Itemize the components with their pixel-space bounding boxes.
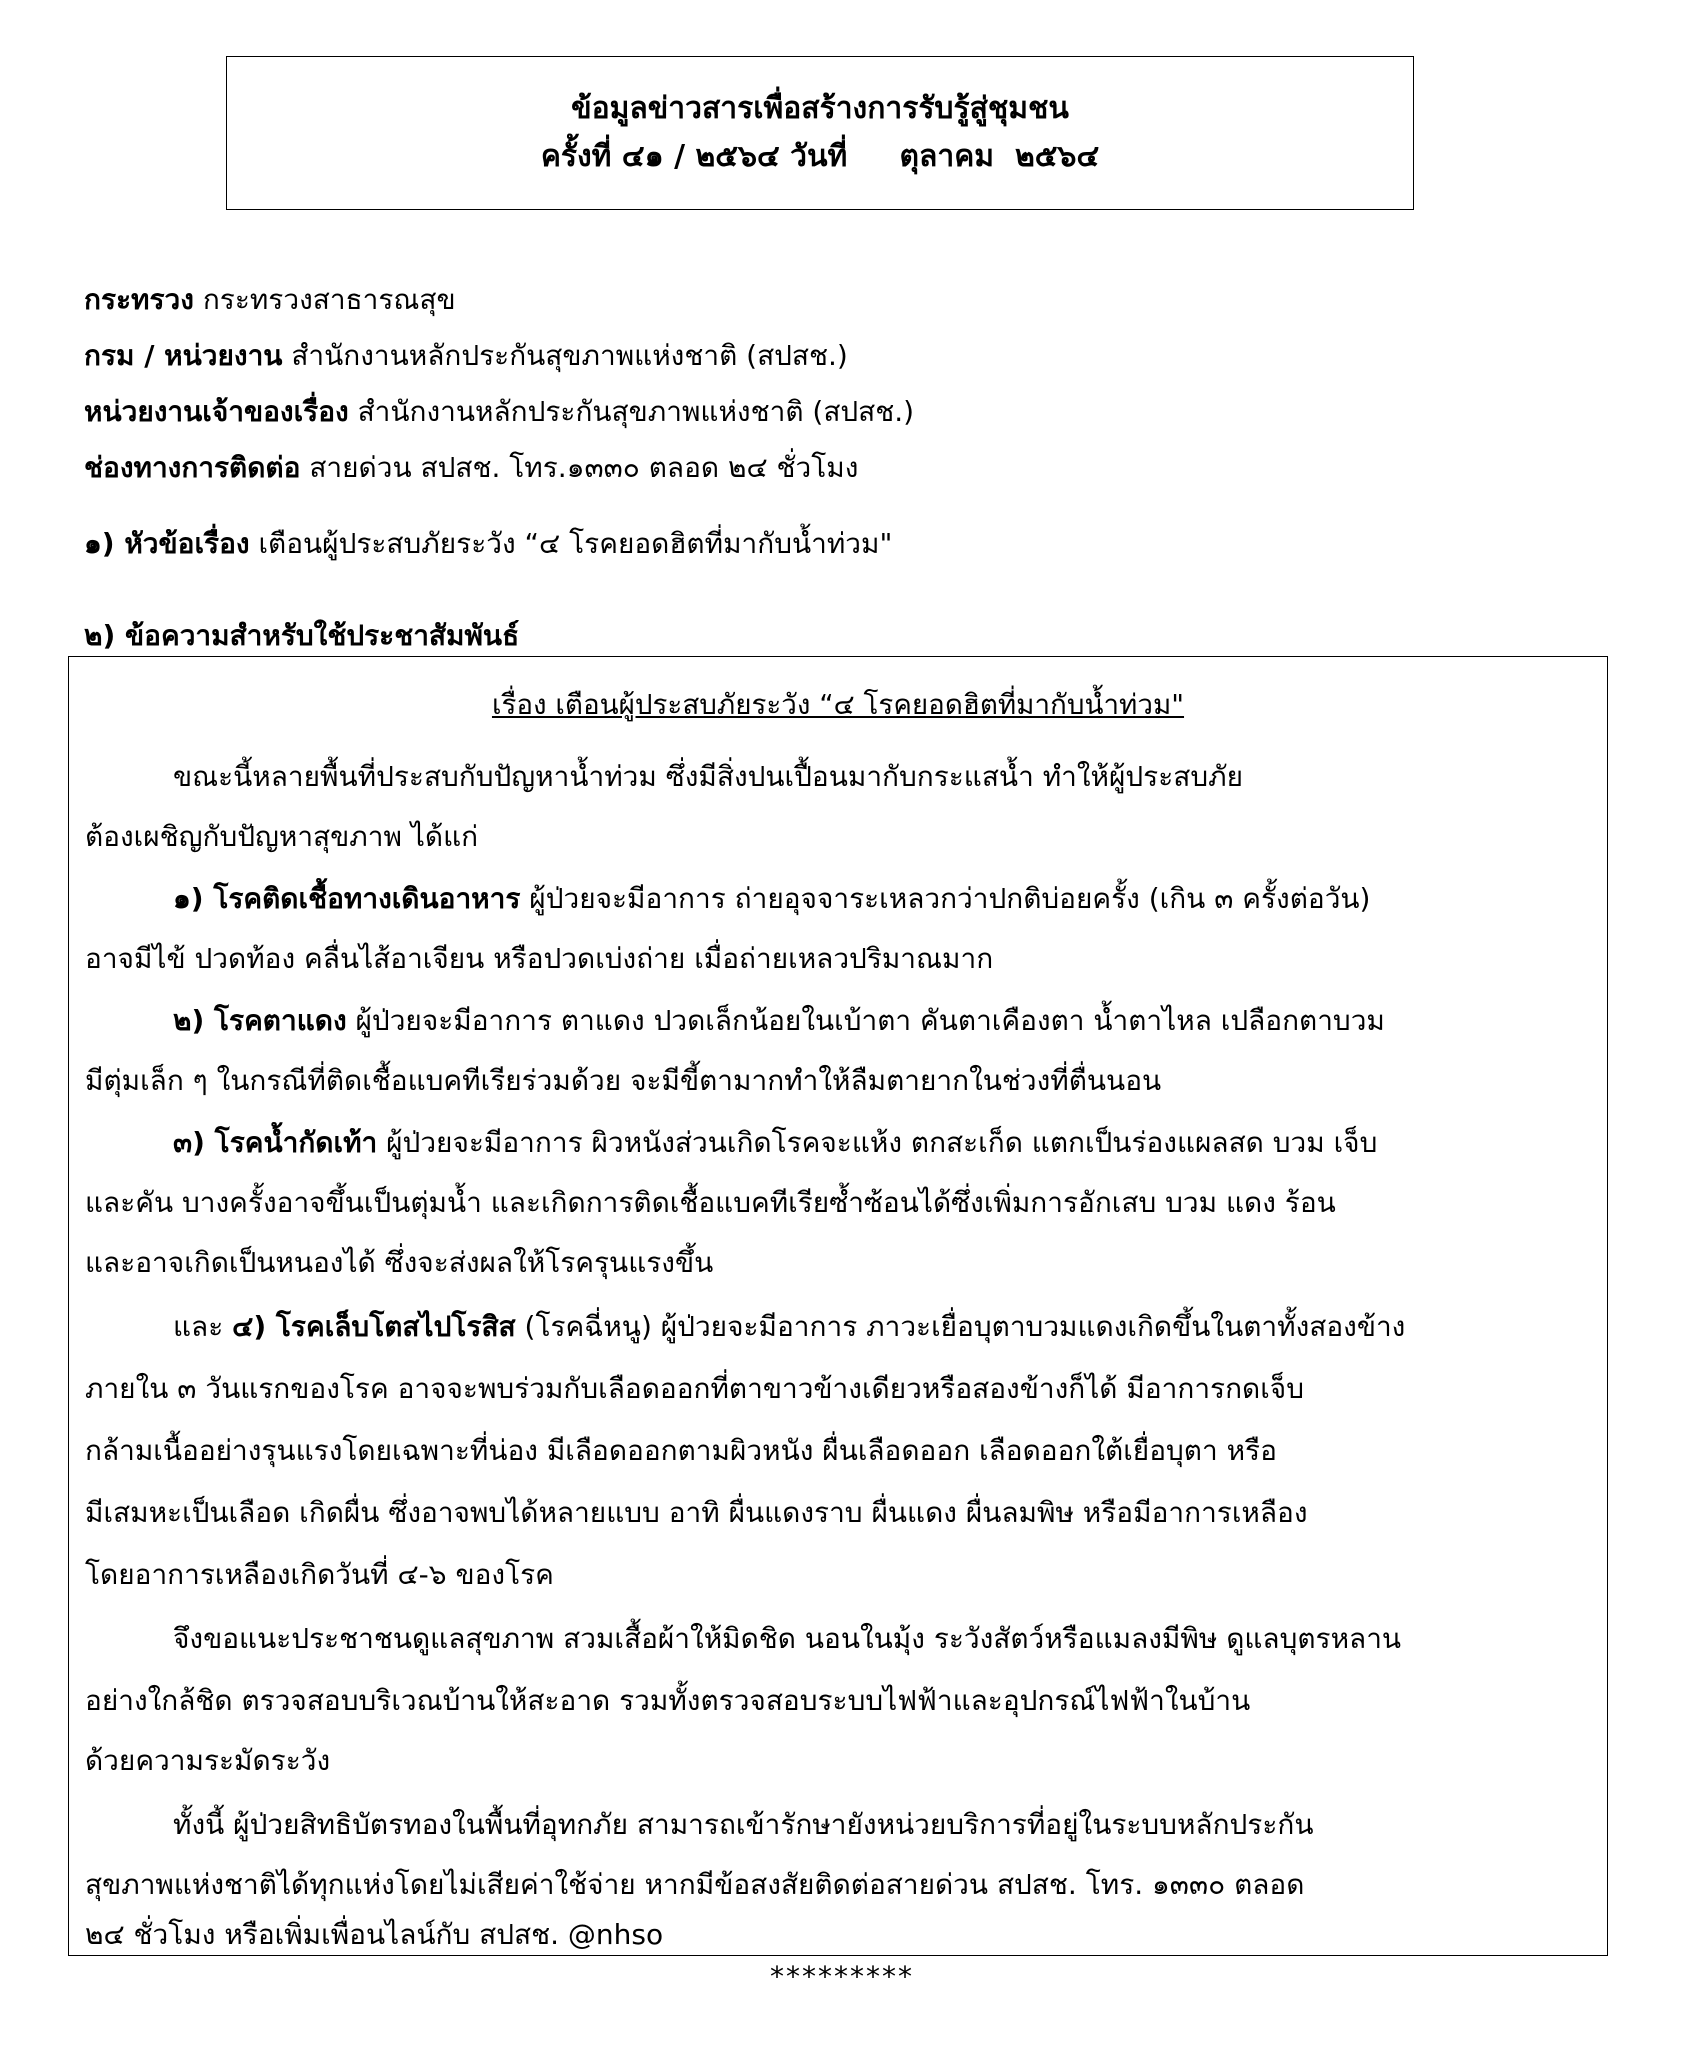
meta-contact bbox=[84, 440, 1644, 496]
meta-owner bbox=[84, 384, 1644, 440]
disease-1-line-1 bbox=[173, 879, 1370, 919]
disease-2-text: ผู้ป่วยจะมีอาการ ตาแดง ปวดเล็กน้อยในเบ้าตา คันตาเคืองตา น้ำตาไหล เปลือกตาบวม bbox=[346, 1004, 1385, 1037]
meta-ministry-label: กระทรวง bbox=[84, 283, 194, 316]
footer-separator: ********* bbox=[770, 1960, 914, 1993]
intro-line-1: ขณะนี้หลายพื้นที่ประสบกับปัญหาน้ำท่วม ซึ่งมีสิ่งปนเปื้อนมากับกระแสน้ำ ทำให้ผู้ประสบภัย bbox=[173, 760, 1243, 793]
advice-line-2: อย่างใกล้ชิด ตรวจสอบบริเวณบ้านให้สะอาด รวมทั้งตรวจสอบระบบไฟฟ้าและอุปกรณ์ไฟฟ้าในบ้าน bbox=[85, 1684, 1251, 1717]
disease-2-line-2: มีตุ่มเล็ก ๆ ในกรณีที่ติดเชื้อแบคทีเรียร่วมด้วย จะมีขี้ตามากทำให้ลืมตายากในช่วงที่ตื่นนอน bbox=[85, 1064, 1162, 1097]
disease-3-line-1 bbox=[173, 1123, 1377, 1163]
closing-line-3: ๒๔ ชั่วโมง หรือเพิ่มเพื่อนไลน์กับ สปสช. @nhso bbox=[85, 1918, 664, 1951]
document-header-issue: ครั้งที่ ๔๑ / ๒๕๖๔ วันที่ ตุลาคม ๒๕๖๔ bbox=[540, 139, 1100, 174]
advice-line-1: จึงขอแนะประชาชนดูแลสุขภาพ สวมเสื้อผ้าให้มิดชิด นอนในมุ้ง ระวังสัตว์หรือแมลงมีพิษ ดูแลบุตรหลาน bbox=[173, 1622, 1402, 1655]
disease-1-title: ๑) โรคติดเชื้อทางเดินอาหาร bbox=[173, 882, 521, 915]
disease-4-text: (โรคฉี่หนู) ผู้ป่วยจะมีอาการ ภาวะเยื่อบุตาบวมแดงเกิดขึ้นในตาทั้งสองข้าง bbox=[515, 1310, 1406, 1343]
meta-department-value: สำนักงานหลักประกันสุขภาพแห่งชาติ (สปสช.) bbox=[282, 339, 848, 372]
disease-4-title: ๔) โรคเล็บโตสไปโรสิส bbox=[232, 1310, 516, 1343]
disease-4-line-5: โดยอาการเหลืองเกิดวันที่ ๔-๖ ของโรค bbox=[85, 1558, 554, 1591]
section-topic-label: ๑) หัวข้อเรื่อง bbox=[84, 527, 250, 560]
meta-department bbox=[84, 328, 1644, 384]
document-meta bbox=[84, 272, 1644, 496]
meta-contact-label: ช่องทางการติดต่อ bbox=[84, 451, 301, 484]
document-header-title: ข้อมูลข่าวสารเพื่อสร้างการรับรู้สู่ชุมชน bbox=[571, 91, 1069, 126]
disease-4-line-1 bbox=[173, 1307, 1405, 1347]
disease-4-line-2: ภายใน ๓ วันแรกของโรค อาจจะพบร่วมกับเลือดออกที่ตาขาวข้างเดียวหรือสองข้างก็ได้ มีอาการกดเจ็บ bbox=[85, 1372, 1304, 1405]
section-topic bbox=[84, 516, 892, 572]
disease-4-line-3: กล้ามเนื้ออย่างรุนแรงโดยเฉพาะที่น่อง มีเลือดออกตามผิวหนัง ผื่นเลือดออก เลือดออกใต้เยื่อบุตา หรือ bbox=[85, 1434, 1277, 1467]
meta-ministry bbox=[84, 272, 1644, 328]
disease-3-title: ๓) โรคน้ำกัดเท้า bbox=[173, 1126, 378, 1159]
advice-line-3: ด้วยความระมัดระวัง bbox=[85, 1744, 331, 1777]
section-topic-value: เตือนผู้ประสบภัยระวัง “๔ โรคยอดฮิตที่มากับน้ำท่วม" bbox=[249, 527, 893, 560]
meta-owner-label: หน่วยงานเจ้าของเรื่อง bbox=[84, 395, 349, 428]
document-header-box bbox=[226, 56, 1414, 210]
disease-1-line-2: อาจมีไข้ ปวดท้อง คลื่นไส้อาเจียน หรือปวดเบ่งถ่าย เมื่อถ่ายเหลวปริมาณมาก bbox=[85, 942, 994, 975]
meta-department-label: กรม / หน่วยงาน bbox=[84, 339, 283, 372]
disease-3-line-2: และคัน บางครั้งอาจขึ้นเป็นตุ่มน้ำ และเกิดการติดเชื้อแบคทีเรียซ้ำซ้อนได้ซึ่งเพิ่มการอักเสบ บวม แดง ร้อน bbox=[85, 1186, 1336, 1219]
intro-line-2: ต้องเผชิญกับปัญหาสุขภาพ ได้แก่ bbox=[85, 820, 479, 853]
meta-owner-value: สำนักงานหลักประกันสุขภาพแห่งชาติ (สปสช.) bbox=[348, 395, 915, 428]
disease-2-title: ๒) โรคตาแดง bbox=[173, 1004, 347, 1037]
meta-contact-value: สายด่วน สปสช. โทร.๑๓๓๐ ตลอด ๒๔ ชั่วโมง bbox=[300, 451, 859, 484]
section-pr-message-label: ๒) ข้อความสำหรับใช้ประชาสัมพันธ์ bbox=[84, 619, 520, 652]
meta-ministry-value: กระทรวงสาธารณสุข bbox=[193, 283, 456, 316]
disease-3-line-3: และอาจเกิดเป็นหนองได้ ซึ่งจะส่งผลให้โรครุนแรงขึ้น bbox=[85, 1246, 714, 1279]
disease-4-line-4: มีเสมหะเป็นเลือด เกิดผื่น ซึ่งอาจพบได้หลายแบบ อาทิ ผื่นแดงราบ ผื่นแดง ผื่นลมพิษ หรือมีอาการเหลือง bbox=[85, 1496, 1308, 1529]
pr-message-title: เรื่อง เตือนผู้ประสบภัยระวัง “๔ โรคยอดฮิตที่มากับน้ำท่วม" bbox=[491, 688, 1185, 721]
disease-3-text: ผู้ป่วยจะมีอาการ ผิวหนังส่วนเกิดโรคจะแห้ง ตกสะเก็ด แตกเป็นร่องแผลสด บวม เจ็บ bbox=[377, 1126, 1378, 1159]
pr-message-box bbox=[68, 656, 1608, 1956]
closing-line-1: ทั้งนี้ ผู้ป่วยสิทธิบัตรทองในพื้นที่อุทกภัย สามารถเข้ารักษายังหน่วยบริการที่อยู่ในระบบหลักประกัน bbox=[173, 1808, 1314, 1841]
disease-4-prefix: และ bbox=[173, 1310, 233, 1343]
disease-1-text: ผู้ป่วยจะมีอาการ ถ่ายอุจจาระเหลวกว่าปกติบ่อยครั้ง (เกิน ๓ ครั้งต่อวัน) bbox=[520, 882, 1371, 915]
disease-2-line-1 bbox=[173, 1001, 1385, 1041]
closing-line-2: สุขภาพแห่งชาติได้ทุกแห่งโดยไม่เสียค่าใช้จ่าย หากมีข้อสงสัยติดต่อสายด่วน สปสช. โทร. ๑๓๓๐ ตลอด bbox=[85, 1868, 1305, 1901]
